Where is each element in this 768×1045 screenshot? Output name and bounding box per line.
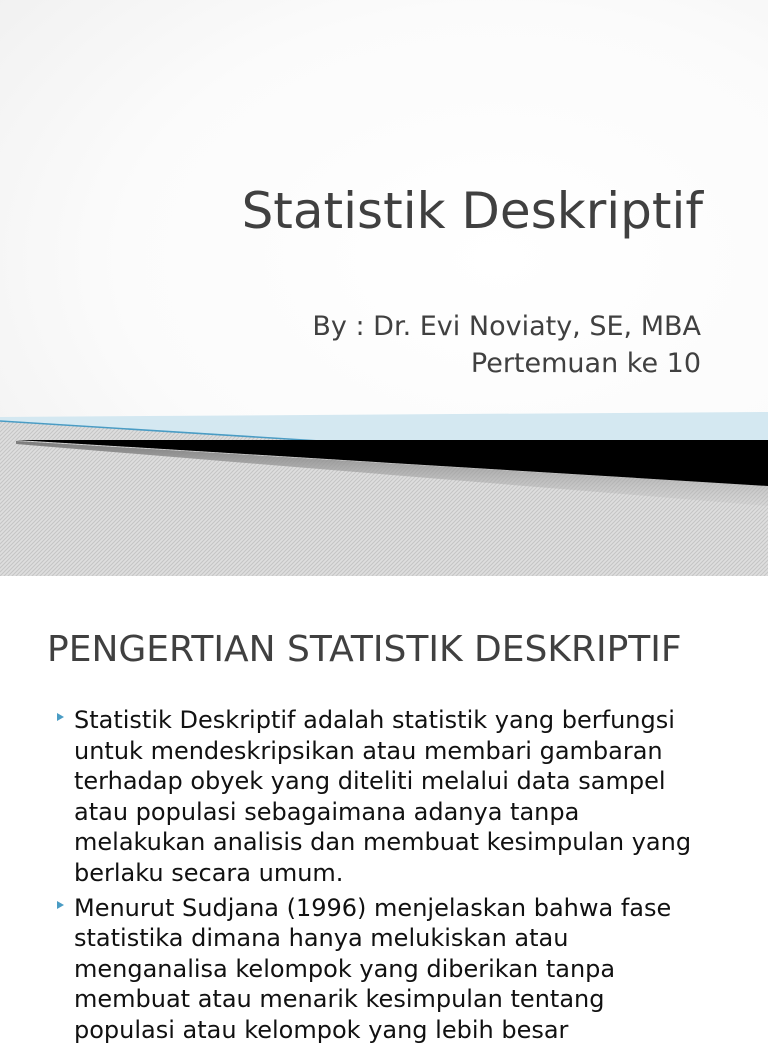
bullet-line: terhadap obyek yang diteliti melalui data sampel — [74, 767, 666, 795]
bullet-line: Statistik Deskriptif adalah statistik yang berfungsi — [74, 706, 675, 734]
slide-title: Statistik Deskriptif — [241, 182, 703, 240]
bullet-line: atau populasi sebagaimana adanya tanpa — [74, 797, 580, 826]
triangle-bullet-icon — [57, 901, 64, 909]
bullet-line: membuat atau menarik kesimpulan tentang — [74, 985, 605, 1013]
bullet-line: menganalisa kelompok yang diberikan tanpa — [74, 954, 616, 983]
list-item — [0, 705, 768, 888]
content-slide — [0, 576, 768, 1044]
bullet-line: populasi atau kelompok yang lebih besar — [74, 1015, 569, 1044]
decorative-band — [0, 400, 768, 576]
slide-subtitle — [312, 308, 701, 382]
bullet-line: untuk mendeskripsikan atau membari gambaran — [74, 736, 663, 765]
bullet-line: Menurut Sudjana (1996) menjelaskan bahwa fase — [74, 893, 672, 922]
author-line: By : Dr. Evi Noviaty, SE, MBA — [312, 311, 701, 342]
meeting-line: Pertemuan ke 10 — [470, 348, 701, 379]
bullet-line: melakukan analisis dan membuat kesimpulan yang — [74, 828, 692, 856]
bullet-line: statistika dimana hanya melukiskan atau — [74, 924, 569, 952]
slide-title: PENGERTIAN STATISTIK DESKRIPTIF — [47, 629, 682, 670]
bullet-line: berlaku secara umum. — [74, 858, 344, 887]
triangle-bullet-icon — [57, 713, 64, 721]
bullet-list — [0, 705, 768, 1044]
list-item — [0, 893, 768, 1044]
